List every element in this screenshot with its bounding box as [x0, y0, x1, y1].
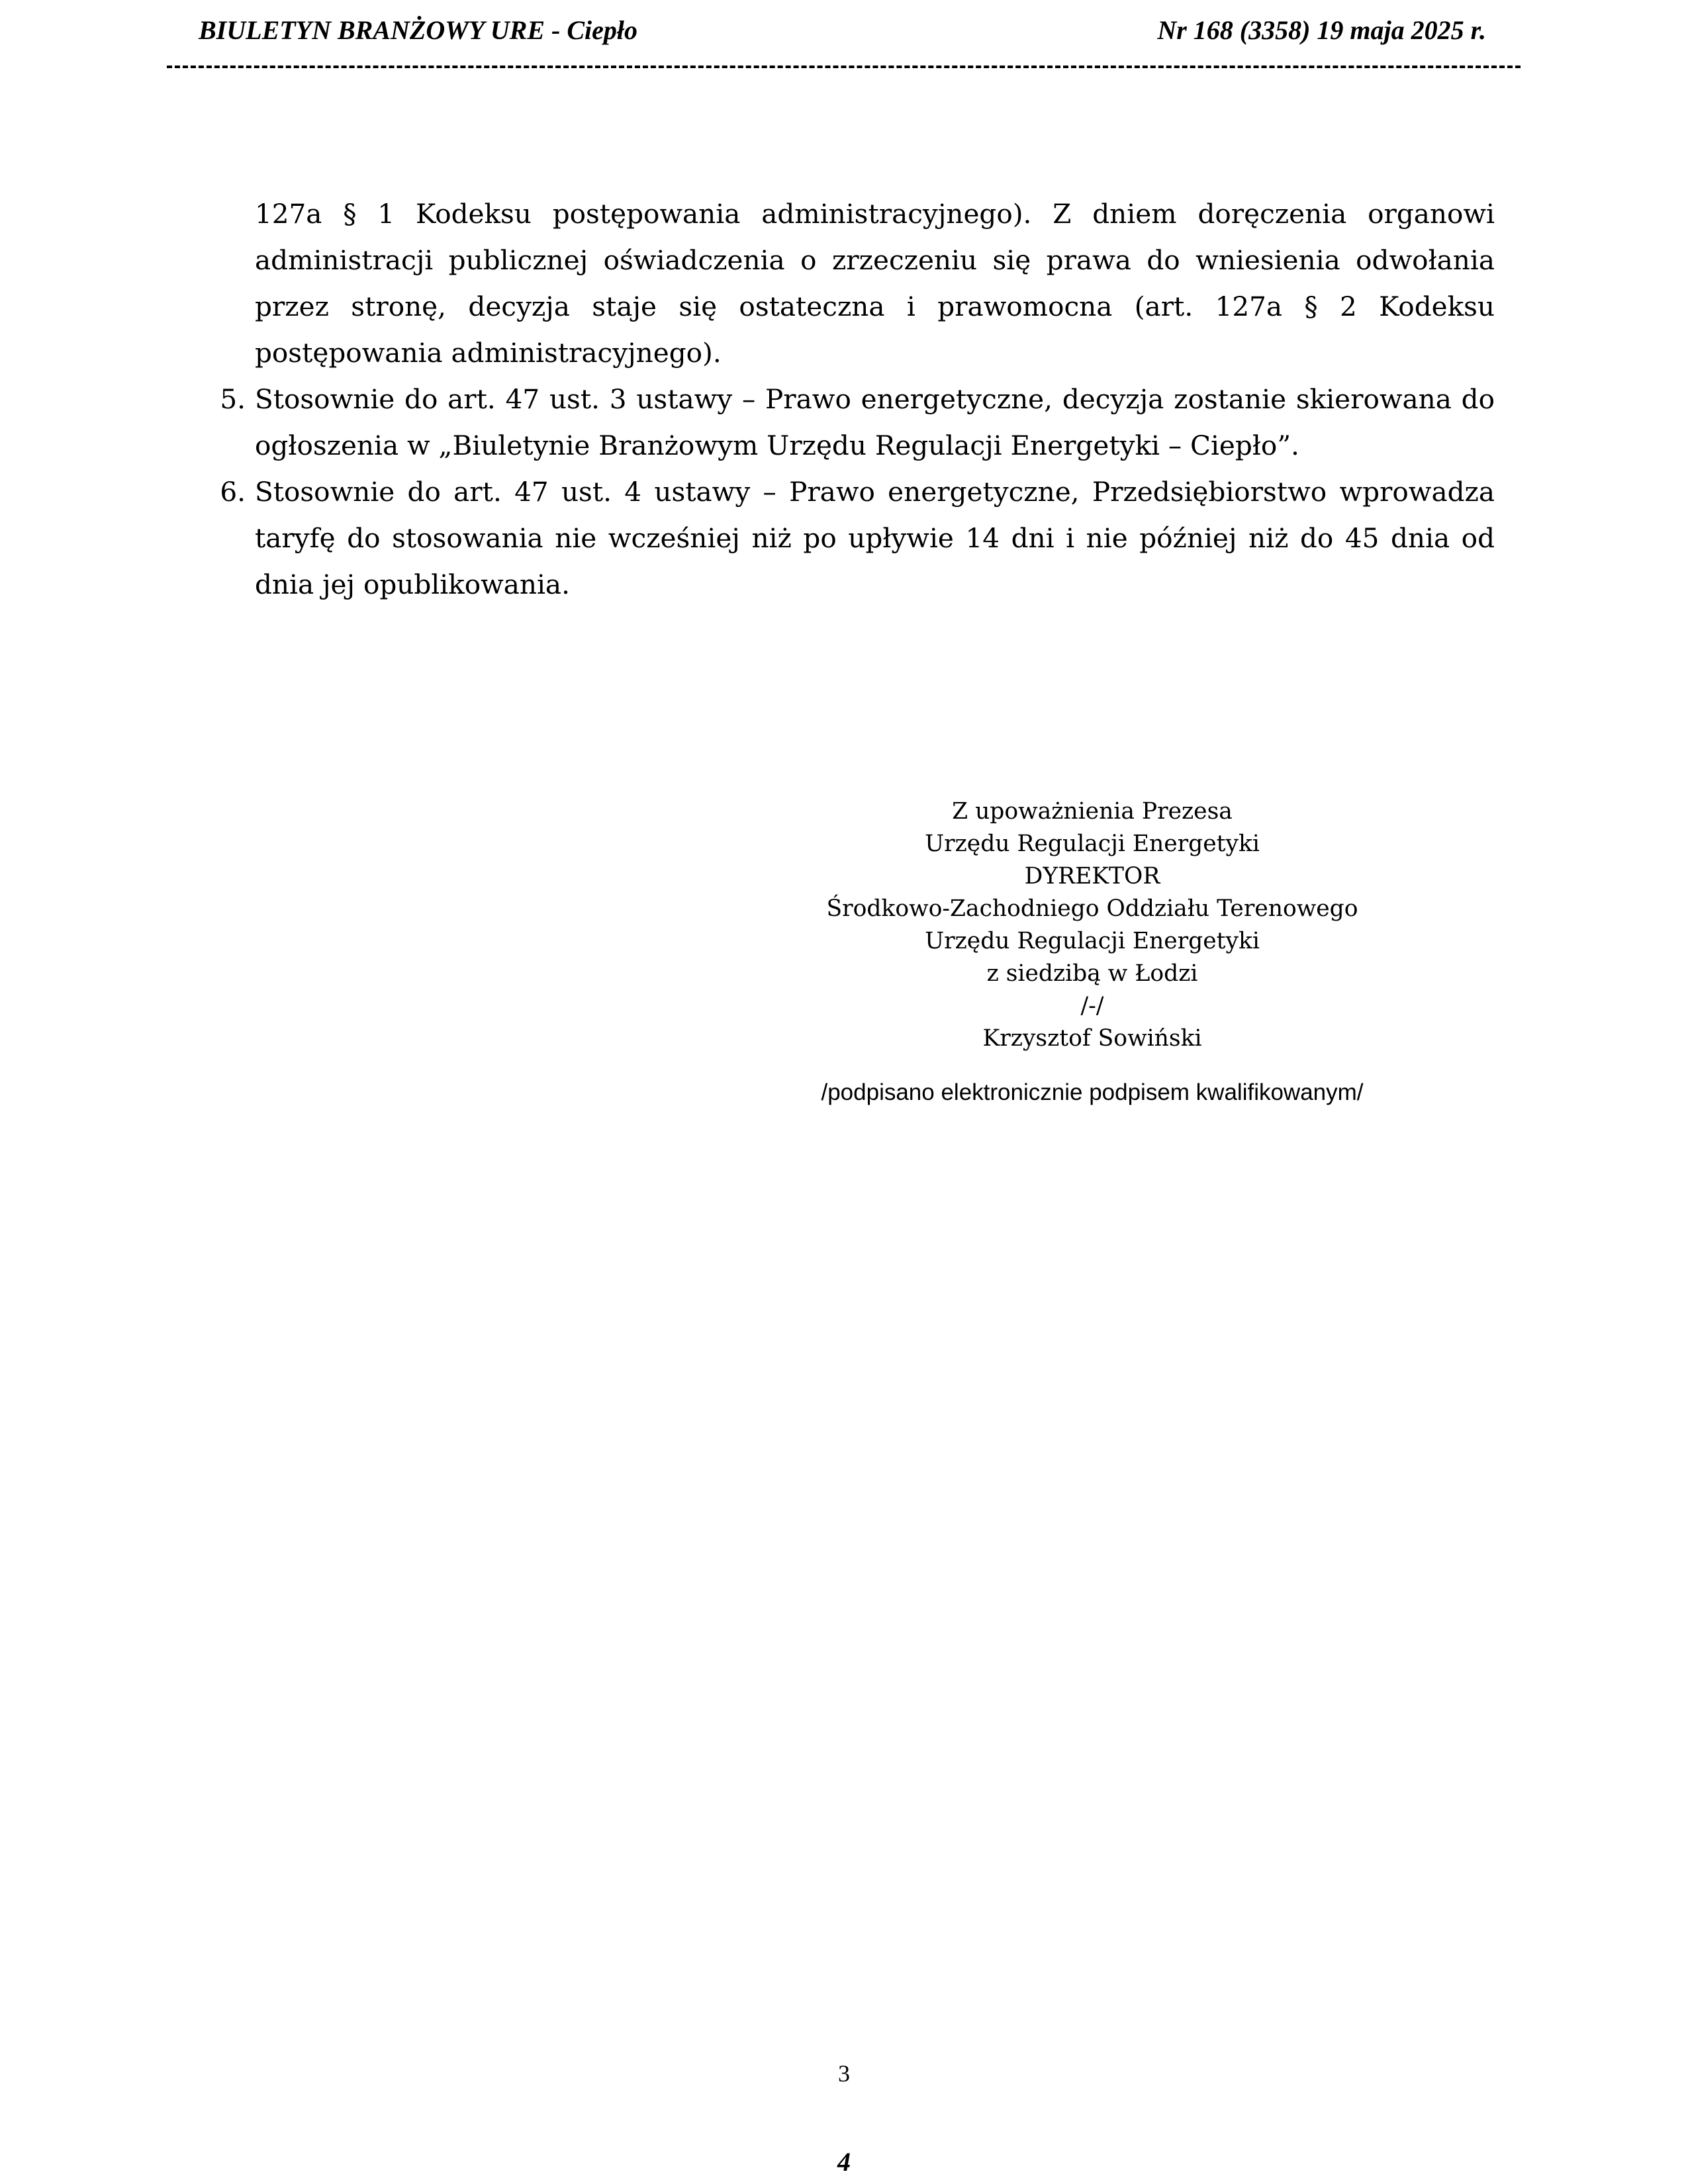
list-number: 6. [220, 476, 246, 508]
list-item-text: Stosownie do art. 47 ust. 3 ustawy – Prawo energetyczne, decyzja zostanie skierowana do ogłoszenia w „Biuletynie Branżowym Urzędu Regulacji Energetyki – Ciepło”. [255, 383, 1495, 461]
bulletin-title: BIULETYN BRANŻOWY URE - Ciepło [199, 15, 637, 45]
signature-department: Środkowo-Zachodniego Oddziału Terenowego [826, 895, 1358, 922]
list-item-text: Stosownie do art. 47 ust. 4 ustawy – Prawo energetyczne, Przedsiębiorstwo wprowadza taryfę do stosowania nie wcześniej niż po upływie 14 dni i nie później niż do 45 dnia od dnia jej opublikowania. [255, 476, 1495, 600]
signature-office-repeat: Urzędu Regulacji Energetyki [925, 928, 1260, 954]
list-item-6 [220, 469, 1495, 608]
signature-mark: /-/ [1080, 993, 1104, 1019]
signature-block [761, 796, 1423, 1055]
page-number: 3 [838, 2060, 850, 2087]
signature-office: Urzędu Regulacji Energetyki [925, 831, 1260, 857]
paragraph-continuation: 127a § 1 Kodeksu postępowania administracyjnego). Z dniem doręczenia organowi administracji publicznej oświadczenia o zrzeczeniu się prawa do wniesienia odwołania przez stronę, decyzja staje się ostateczna i prawomocna (art. 127a § 2 Kodeksu postępowania administracyjnego). [255, 198, 1495, 369]
signature-seat: z siedzibą w Łodzi [986, 960, 1198, 987]
bulletin-page-number: 4 [837, 2147, 851, 2177]
electronic-signature-note: /podpisano elektronicznie podpisem kwalifikowanym/ [821, 1079, 1364, 1105]
issue-number-date: Nr 168 (3358) 19 maja 2025 r. [1157, 15, 1486, 45]
signature-authorization: Z upoważnienia Prezesa [952, 798, 1233, 825]
list-item-5 [220, 376, 1495, 469]
list-number: 5. [220, 383, 246, 415]
decision-body [220, 191, 1495, 608]
header-divider [167, 66, 1521, 68]
signature-position: DYREKTOR [1024, 863, 1160, 889]
signatory-name: Krzysztof Sowiński [982, 1025, 1202, 1052]
